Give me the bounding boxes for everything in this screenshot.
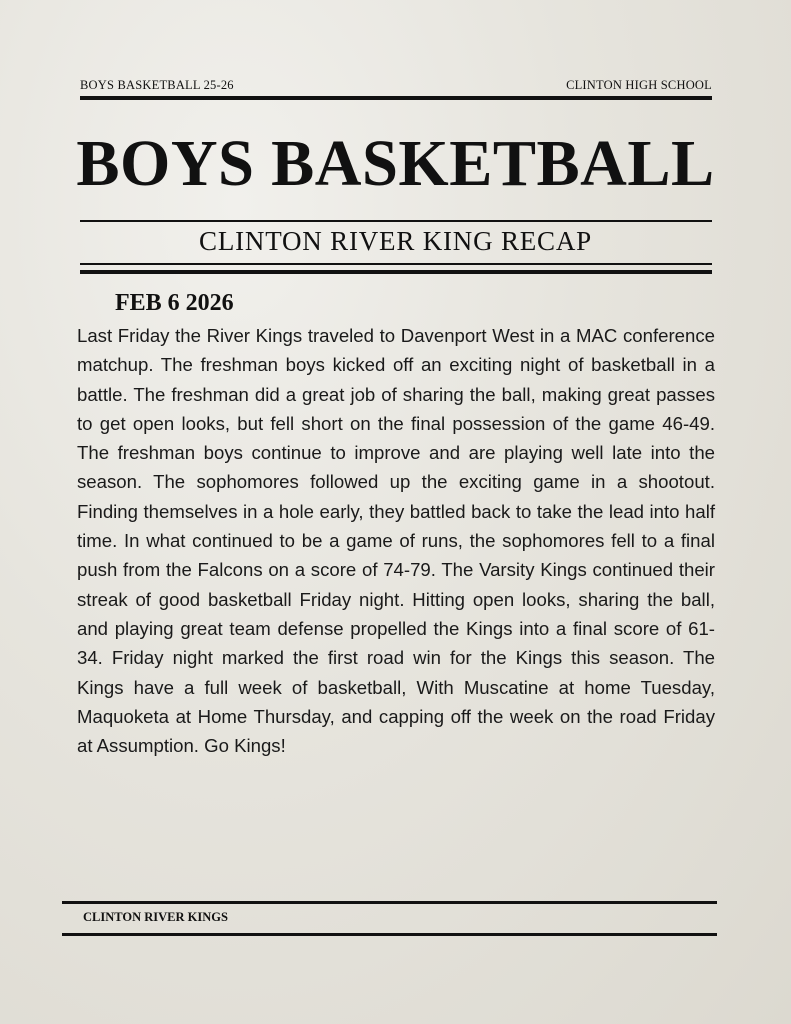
footer-top-divider [62, 901, 717, 904]
header-school-label: CLINTON HIGH SCHOOL [566, 78, 712, 92]
subtitle-bottom-divider-thick [80, 270, 712, 274]
header-divider [80, 96, 712, 100]
page-subtitle: CLINTON RIVER KING RECAP [199, 226, 592, 256]
footer-label: CLINTON RIVER KINGS [83, 910, 228, 924]
header-season-label: BOYS BASKETBALL 25-26 [80, 78, 234, 92]
article-body: Last Friday the River Kings traveled to Davenport West in a MAC conference matchup. The freshman boys kicked off an exciting night of basketball in a battle. The freshman did a great job of sharing the ball, making great passes to get open looks, but fell short on the final possession of the game 46-49. The freshman boys continue to improve and are playing well late into the season. The sophomores followed up the exciting game in a shootout. Finding themselves in a hole early, they battled back to take the lead into half time. In what continued to be a game of runs, the sophomores fell to a final push from the Falcons on a score of 74-79. The Varsity Kings continued their streak of good basketball Friday night. Hitting open looks, sharing the ball, and playing great team defense propelled the Kings into a final score of 61-34. Friday night marked the first road win for the Kings this season. The Kings have a full week of basketball, With Muscatine at home Tuesday, Maquoketa at Home Thursday, and capping off the week on the road Friday at Assumption. Go Kings! [77, 325, 715, 757]
page-title: BOYS BASKETBALL [76, 127, 715, 200]
subtitle-bottom-divider-thin [80, 263, 712, 265]
footer-bottom-divider [62, 933, 717, 936]
article-date: FEB 6 2026 [115, 290, 234, 316]
subtitle-top-divider [80, 220, 712, 222]
